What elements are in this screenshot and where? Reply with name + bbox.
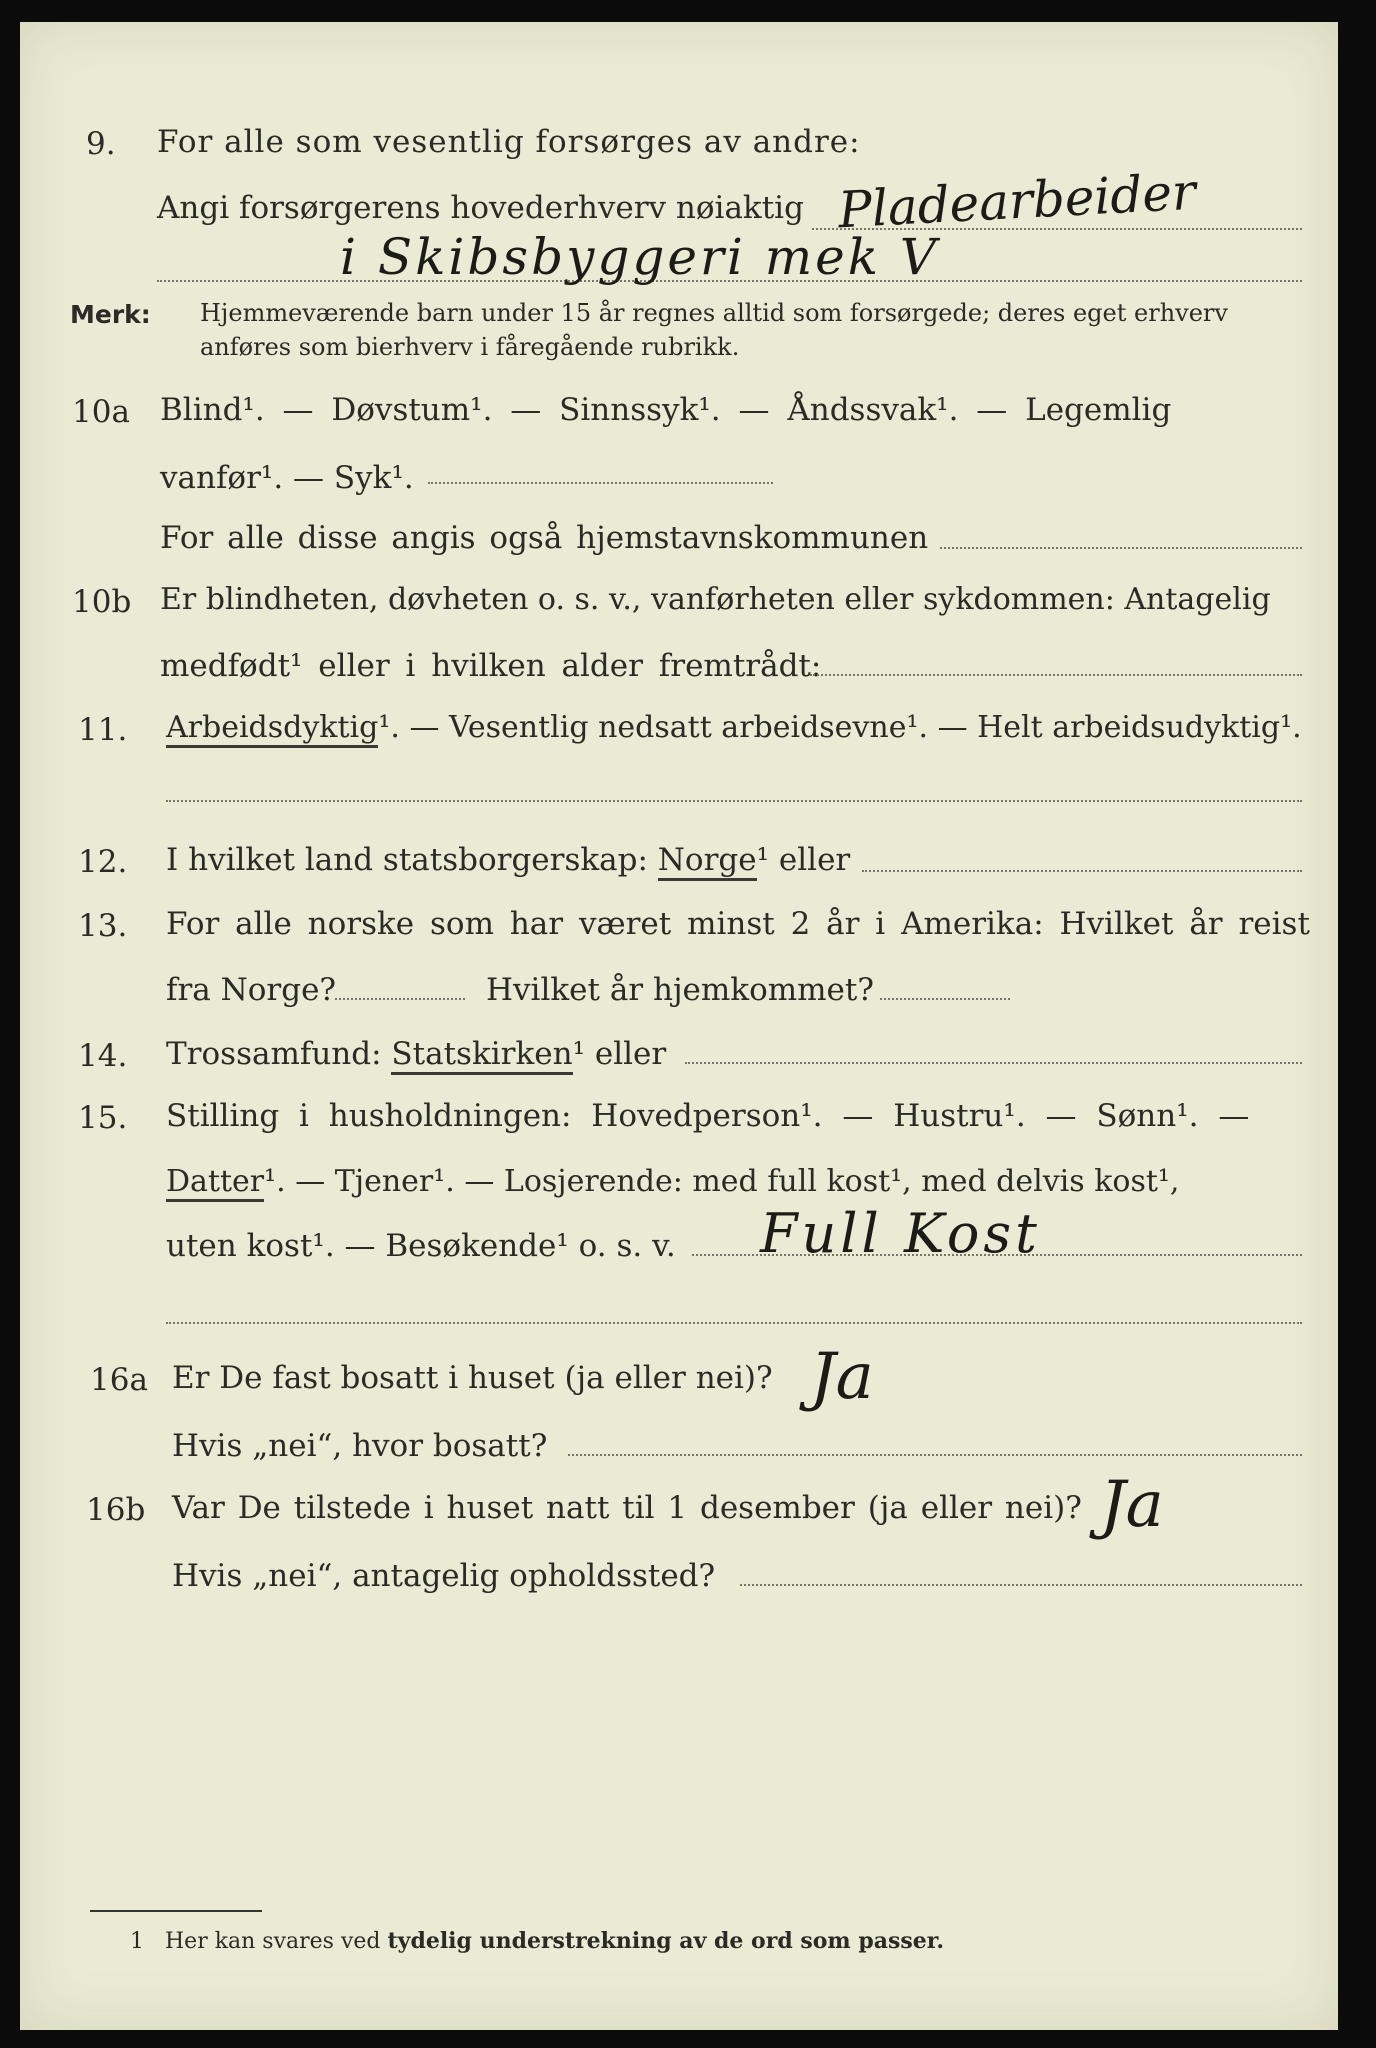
q11-number: 11. (78, 712, 128, 748)
q10a-answer-line (428, 482, 773, 484)
q10b-answer-line (810, 674, 1302, 676)
q14-number: 14. (78, 1038, 128, 1074)
q10b-number: 10b (72, 584, 132, 620)
q11-text (166, 710, 1302, 745)
q15-line2-rest: ¹. — Tjener¹. — Losjerende: med full kost¹, med delvis kost¹, (264, 1164, 1180, 1199)
q16b-line1: Var De tilstede i huset natt til 1 desember (ja eller nei)? (172, 1490, 1082, 1526)
q15-handwritten-answer: Full Kost (760, 1202, 1041, 1265)
q16b-line2: Hvis „nei“, antagelig opholdssted? (172, 1558, 716, 1594)
q15-underlined-datter: Datter (166, 1164, 264, 1202)
census-form-page (20, 22, 1338, 2030)
q12-prefix: I hvilket land statsborgerskap: (166, 842, 648, 878)
merk-text: Hjemmeværende barn under 15 år regnes alltid som forsørgede; deres eget erhverv anføres som bierhverv i fåregående rubrikk. (200, 299, 1228, 361)
q16a-handwritten-answer: Ja (810, 1340, 874, 1414)
q16b-handwritten-answer: Ja (1100, 1468, 1164, 1542)
q16b-number: 16b (86, 1492, 146, 1528)
q14-prefix: Trossamfund: (166, 1036, 382, 1072)
q13-number: 13. (78, 908, 128, 944)
q13-year-returned-line (880, 998, 1010, 1000)
q14-underlined-statskirken: Statskirken (391, 1036, 572, 1075)
q12-answer-line (862, 870, 1302, 872)
footnote-plain: Her kan svares ved (164, 1929, 381, 1954)
q13-line1: For alle norske som har været minst 2 år i Amerika: Hvilket år reist (166, 906, 1310, 942)
q16a-line2: Hvis „nei“, hvor bosatt? (172, 1428, 548, 1464)
q10a-number: 10a (72, 394, 130, 430)
q14-text (166, 1036, 666, 1072)
q11-rest: ¹. — Vesentlig nedsatt arbeidsevne¹. — Helt arbeidsudyktig¹. (378, 710, 1302, 745)
footnote-bold: tydelig understrekning av de ord som passer. (387, 1928, 944, 1954)
q10a-hometown-line (940, 547, 1302, 549)
q13-line2b: Hvilket år hjemkommet? (486, 972, 874, 1008)
q15-line3: uten kost¹. — Besøkende¹ o. s. v. (166, 1228, 676, 1264)
q11-underlined-arbeidsdyktig: Arbeidsdyktig (166, 710, 378, 748)
q14-suffix: ¹ eller (572, 1036, 667, 1072)
q12-underlined-norge: Norge (658, 842, 757, 881)
q13-line2a: fra Norge? (166, 972, 337, 1008)
q15-number: 15. (78, 1100, 128, 1136)
footnote (130, 1928, 944, 1954)
merk-label: Merk: (70, 300, 151, 329)
q15-line2 (166, 1164, 1179, 1199)
q14-answer-line (685, 1062, 1302, 1064)
q10a-line2: vanfør¹. — Syk¹. (160, 460, 414, 496)
q9-number: 9. (86, 126, 116, 162)
footnote-mark: 1 (130, 1929, 144, 1954)
q10a-line3: For alle disse angis også hjemstavnskommunen (160, 520, 929, 556)
q9-line1: For alle som vesentlig forsørges av andre: (157, 124, 861, 160)
q12-suffix: ¹ eller (756, 842, 851, 878)
q10b-line1: Er blindheten, døvheten o. s. v., vanførheten eller sykdommen: Antagelig (160, 582, 1271, 617)
q10a-line1: Blind¹. — Døvstum¹. — Sinnssyk¹. — Åndssvak¹. — Legemlig (160, 392, 1172, 428)
q9-line2: Angi forsørgerens hovederhverv nøiaktig (157, 190, 804, 226)
q15-extra-line (166, 1322, 1302, 1324)
q15-line1: Stilling i husholdningen: Hovedperson¹. — Hustru¹. — Sønn¹. — (166, 1098, 1250, 1134)
q9-handwritten-occupation: Pladearbeider (836, 162, 1198, 240)
q12-text (166, 842, 850, 878)
q16b-answer-line (740, 1584, 1302, 1586)
q16a-line1: Er De fast bosatt i huset (ja eller nei)? (172, 1360, 773, 1396)
q16a-answer-line (568, 1454, 1302, 1456)
q12-number: 12. (78, 844, 128, 880)
footnote-rule (90, 1910, 262, 1912)
q11-answer-line (166, 800, 1302, 802)
q10b-line2: medfødt¹ eller i hvilken alder fremtrådt: (160, 648, 822, 684)
q16a-number: 16a (90, 1362, 148, 1398)
q9-handwritten-employer: i Skibsbyggeri mek V (340, 228, 940, 286)
q13-year-left-line (335, 998, 465, 1000)
